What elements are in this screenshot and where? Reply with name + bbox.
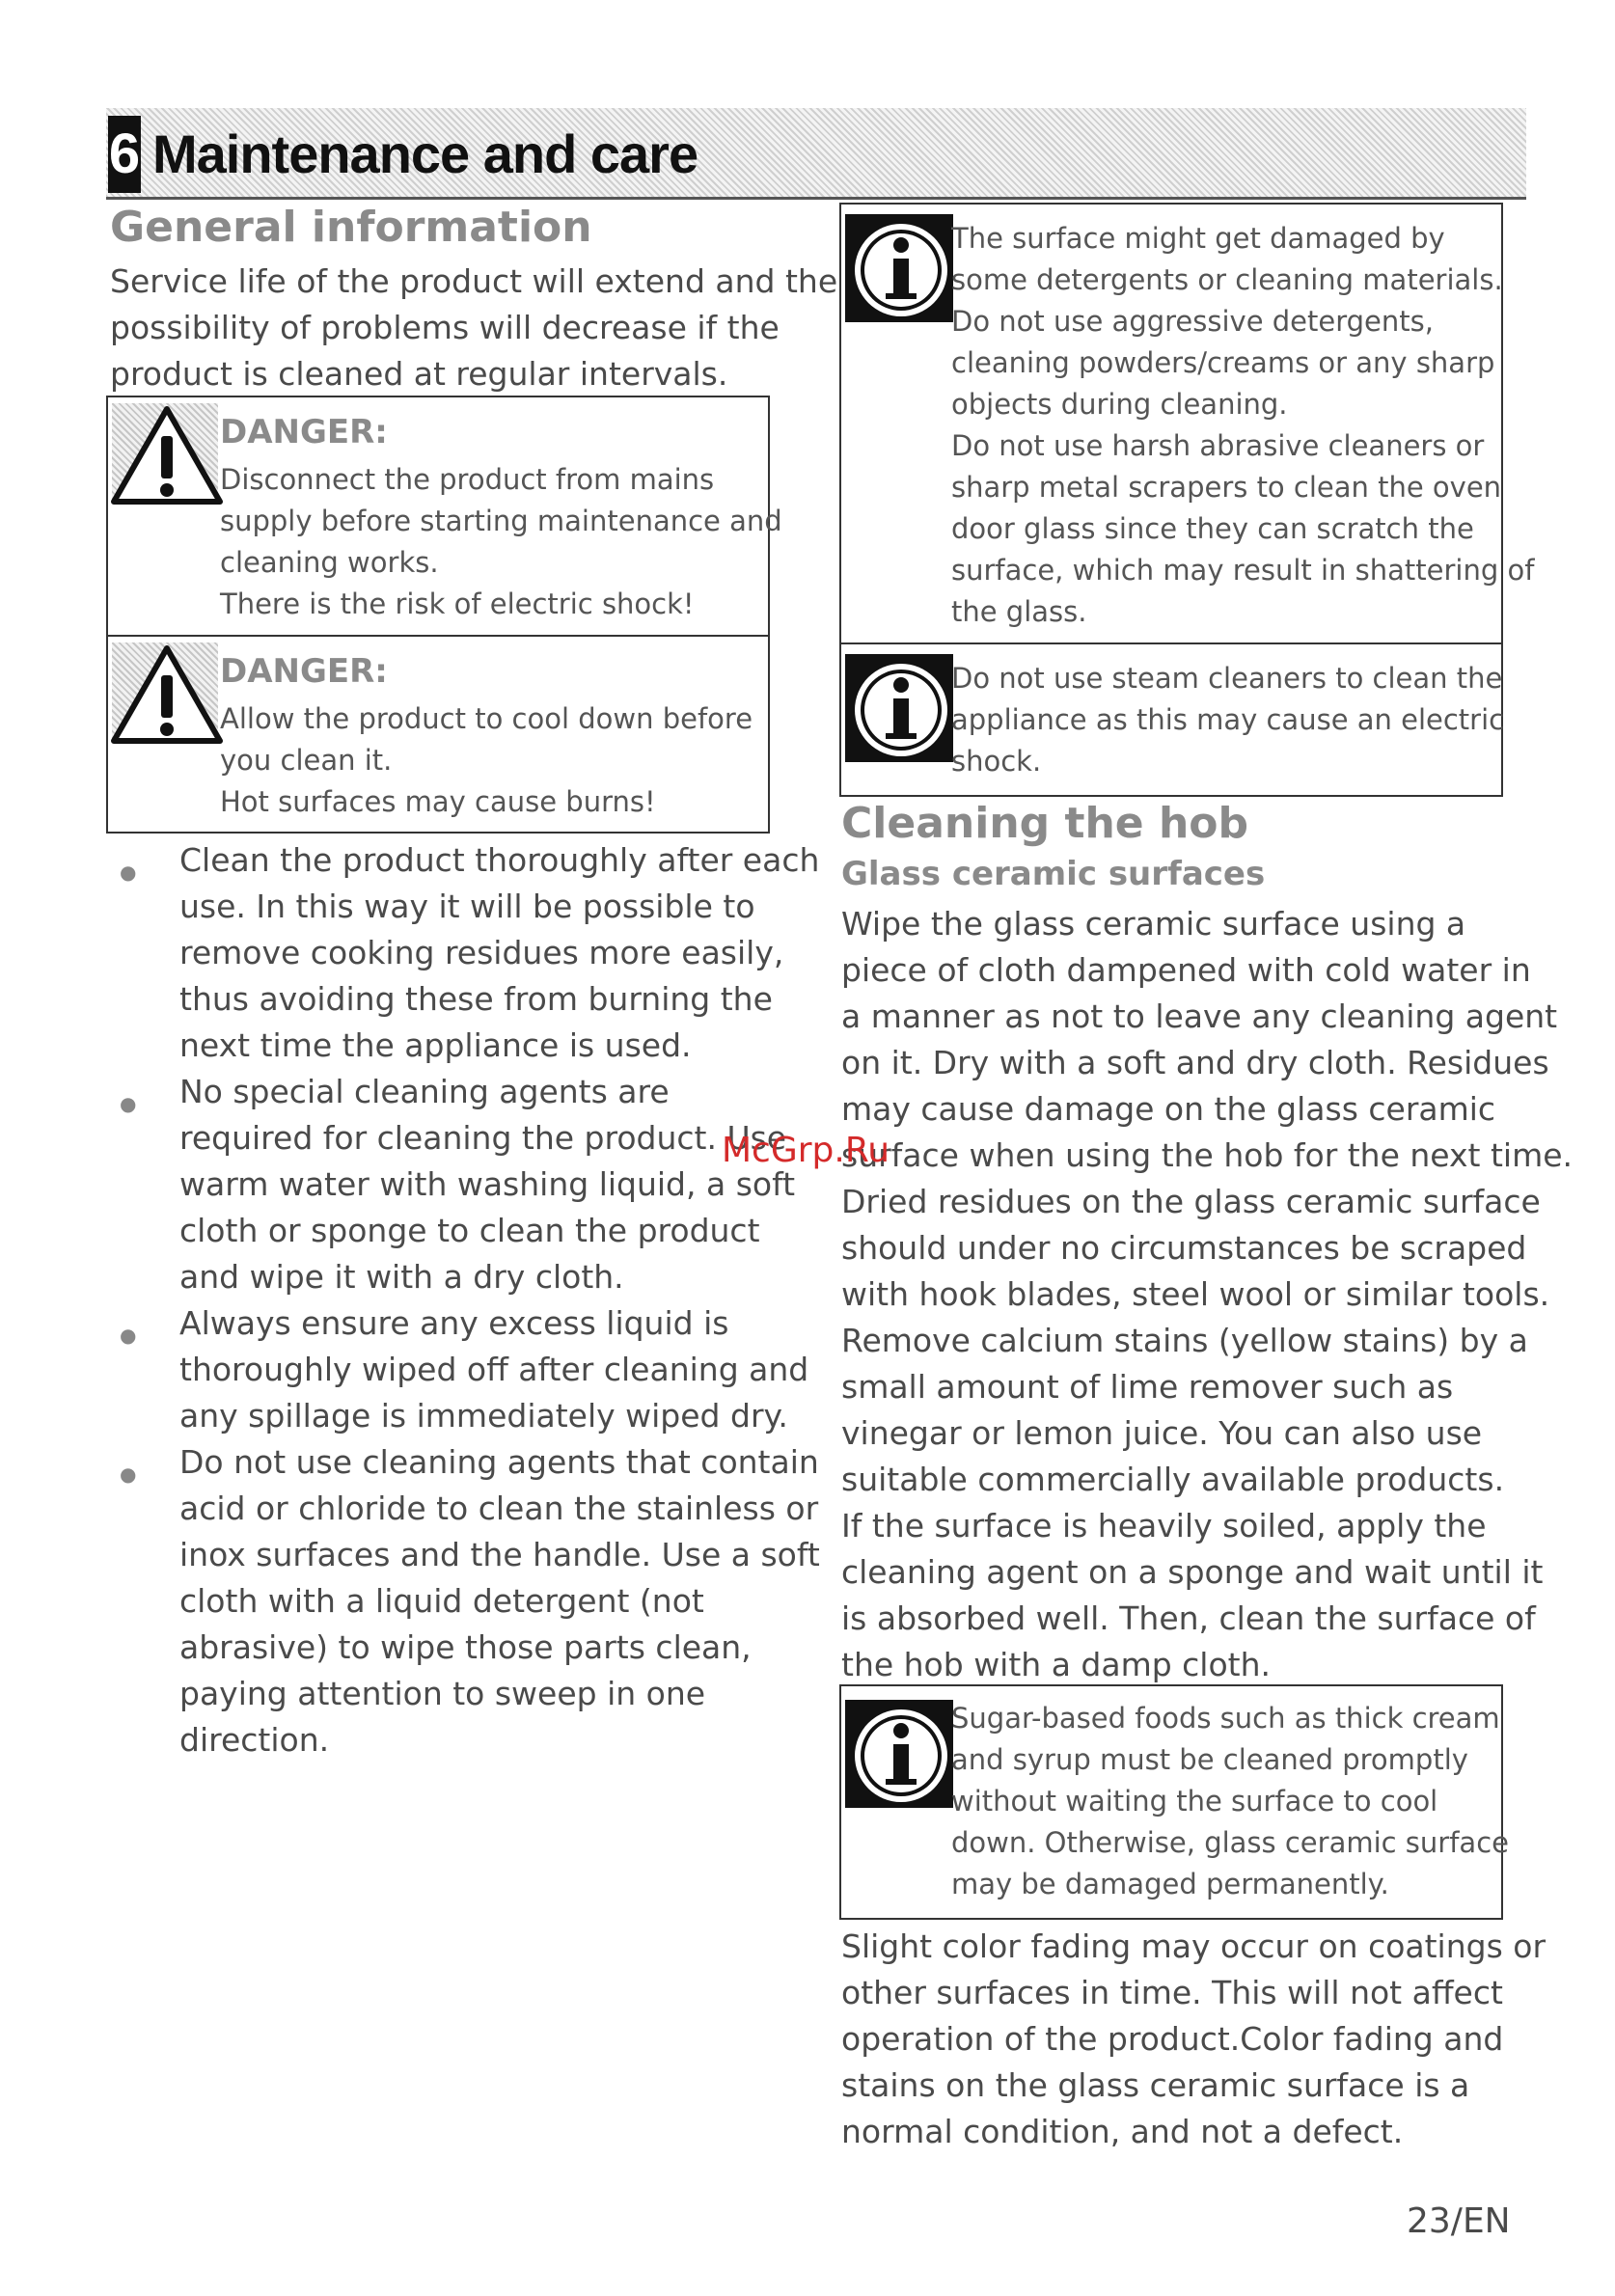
info-box bbox=[839, 642, 1503, 797]
cleaning-hob-heading: Cleaning the hob bbox=[841, 799, 1249, 848]
list-item: ● No special cleaning agents are required for cleaning the product. Use warm water with washing liquid, a soft cloth or sponge to clean the product and wipe it with a dry cloth. bbox=[120, 1073, 796, 1296]
bullet-icon: ● bbox=[120, 1462, 137, 1486]
list-item: ● Always ensure any excess liquid is thoroughly wiped off after cleaning and any spillage is immediately wiped dry. bbox=[120, 1304, 809, 1435]
bullet-icon: ● bbox=[120, 1092, 137, 1115]
info-text: The surface might get damaged by some detergents or cleaning materials. Do not use aggressive detergents, cleaning powders/creams or any sharp objects during cleaning. Do not use harsh abrasive cleaners or sharp metal scrapers to clean the oven door glass since they can scratch the surface, which may result in shattering of the glass. bbox=[951, 222, 1535, 628]
warning-triangle-icon bbox=[110, 642, 224, 747]
color-fading-paragraph: Slight color fading may occur on coatings or other surfaces in time. This will not affect operation of the product.Color fading and stains on the glass ceramic surface is a normal condition, and not a defect. bbox=[841, 1927, 1547, 2150]
danger-box bbox=[106, 635, 770, 834]
info-text: Do not use steam cleaners to clean the appliance as this may cause an electric shock. bbox=[951, 662, 1505, 778]
info-icon bbox=[845, 214, 953, 322]
general-information-heading: General information bbox=[110, 203, 592, 252]
general-information-paragraph bbox=[110, 259, 838, 397]
info-text: Sugar-based foods such as thick cream and syrup must be cleaned promptly without waiting the surface to cool down. Otherwise, glass ceramic surface may be damaged permanently. bbox=[951, 1702, 1509, 1900]
info-box bbox=[839, 1684, 1509, 1920]
danger-title: DANGER: bbox=[220, 652, 388, 691]
info-box bbox=[839, 203, 1535, 646]
paragraph-line: possibility of problems will decrease if the bbox=[110, 309, 780, 346]
list-item: ● Do not use cleaning agents that contain acid or chloride to clean the stainless or inox surfaces and the handle. Use a soft cloth with a liquid detergent (not abrasive) to wipe those parts clean, paying attention to sweep in one direction. bbox=[120, 1443, 820, 1759]
warning-triangle-icon bbox=[110, 403, 224, 507]
glass-ceramic-subheading: Glass ceramic surfaces bbox=[841, 855, 1266, 893]
page-number: 23/EN bbox=[1407, 2201, 1511, 2241]
chapter-title: Maintenance and care bbox=[152, 123, 698, 184]
bullet-icon: ● bbox=[120, 1324, 137, 1347]
bullet-icon: ● bbox=[120, 861, 137, 884]
cleaning-bullet-list bbox=[112, 837, 820, 1763]
list-item: ● Clean the product thoroughly after each use. In this way it will be possible to remove cooking residues more easily, thus avoiding these from burning the next time the appliance is used. bbox=[120, 841, 820, 1064]
hob-paragraph: Wipe the glass ceramic surface using a piece of cloth dampened with cold water in a manner as not to leave any cleaning agent on it. Dry with a soft and dry cloth. Residues may cause damage on the glass ceramic surface when using the hob for the next time. Dried residues on the glass ceramic surface should under no circumstances be scraped with hook blades, steel wool or similar tools. Remove calcium stains (yellow stains) by a small amount of lime remover such as vinegar or lemon juice. You can also use suitable commercially available products. If the surface is heavily soiled, apply the cleaning agent on a sponge and wait until it is absorbed well. Then, clean the surface of the hob with a damp cloth. bbox=[841, 905, 1574, 1683]
danger-text: Disconnect the product from mains supply before starting maintenance and cleaning works. There is the risk of electric shock! bbox=[220, 463, 782, 620]
watermark: McGrp.Ru bbox=[722, 1131, 890, 1170]
chapter-number: 6 bbox=[108, 116, 141, 193]
paragraph-line: product is cleaned at regular intervals. bbox=[110, 355, 728, 393]
info-icon bbox=[845, 1700, 953, 1808]
danger-text: Allow the product to cool down before you clean it. Hot surfaces may cause burns! bbox=[220, 702, 753, 818]
danger-box bbox=[106, 396, 782, 639]
paragraph-line: Service life of the product will extend and the bbox=[110, 262, 838, 300]
info-icon bbox=[845, 654, 953, 762]
danger-title: DANGER: bbox=[220, 413, 388, 451]
